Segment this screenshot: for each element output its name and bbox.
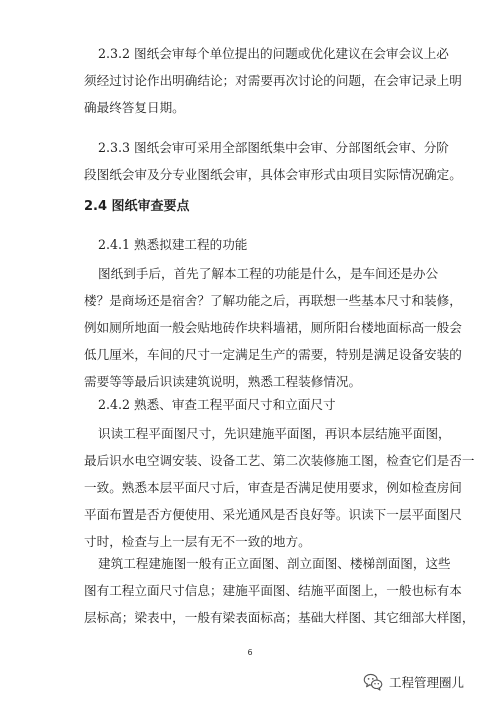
text-line: 图纸到手后，首先了解本工程的功能是什么，是车间还是办公 [98,266,439,281]
paragraph-2-3-3 [84,134,462,188]
subheading-2-4-2: 2.4.2 熟悉、审查工程平面尺寸和立面尺寸 [98,397,336,412]
watermark [362,671,464,693]
page-number: 6 [247,648,253,657]
paragraph-elevation [84,550,475,631]
text-line: 段图纸会审及分专业图纸会审，具体会审形式由项目实际情况确定。 [84,167,462,182]
text-line: 须经过讨论作出明确结论；对需要再次讨论的问题，在会审记录上明 [84,73,462,88]
text-line: 2.3.2 图纸会审每个单位提出的问题或优化建议在会审会议上必 [98,46,449,61]
text-line: 需要等等最后识读建筑说明，熟悉工程装修情况。 [84,374,362,389]
text-line: 图有工程立面尺寸信息；建施平面图、结施平面图上，一般也标有本 [84,583,462,598]
text-line: 层标高；梁表中，一般有梁表面标高；基础大样图、其它细部大样图， [84,610,475,625]
text-line: 寸时，检查与上一层有无不一致的地方。 [84,534,311,549]
wechat-icon [362,671,384,693]
text-line: 建筑工程建施图一般有正立面图、剖立面图、楼梯剖面图，这些 [98,556,451,571]
text-line: 识读工程平面图尺寸，先识建施平面图，再识本层结施平面图， [98,426,451,441]
text-line: 最后识水电空调安装、设备工艺、第二次装修施工图，检查它们是否一 [84,453,475,468]
section-heading-2-4: 2.4 图纸审查要点 [84,199,190,214]
text-line: 2.3.3 图纸会审可采用全部图纸集中会审、分部图纸会审、分阶 [98,140,449,155]
text-line: 低几厘米，车间的尺寸一定满足生产的需要，特别是满足设备安装的 [84,347,462,362]
paragraph-2-3-2 [84,40,462,121]
subheading-2-4-1: 2.4.1 熟悉拟建工程的功能 [98,237,248,252]
text-line: 平面布置是否方便使用、采光通风是否良好等。识读下一层平面图尺 [84,507,462,522]
text-line: 确最终答复日期。 [84,100,185,115]
text-line: 例如厕所地面一般会贴地砖作块料墙裙，厕所阳台楼地面标高一般会 [84,320,462,335]
paragraph-2-4-2 [84,420,475,555]
text-line: 一致。熟悉本层平面尺寸后，审查是否满足使用要求，例如检查房间 [84,480,462,495]
paragraph-2-4-1 [84,260,462,395]
text-line: 楼？是商场还是宿舍？了解功能之后，再联想一些基本尺寸和装修， [84,293,462,308]
watermark-text: 工程管理圈儿 [388,675,464,690]
